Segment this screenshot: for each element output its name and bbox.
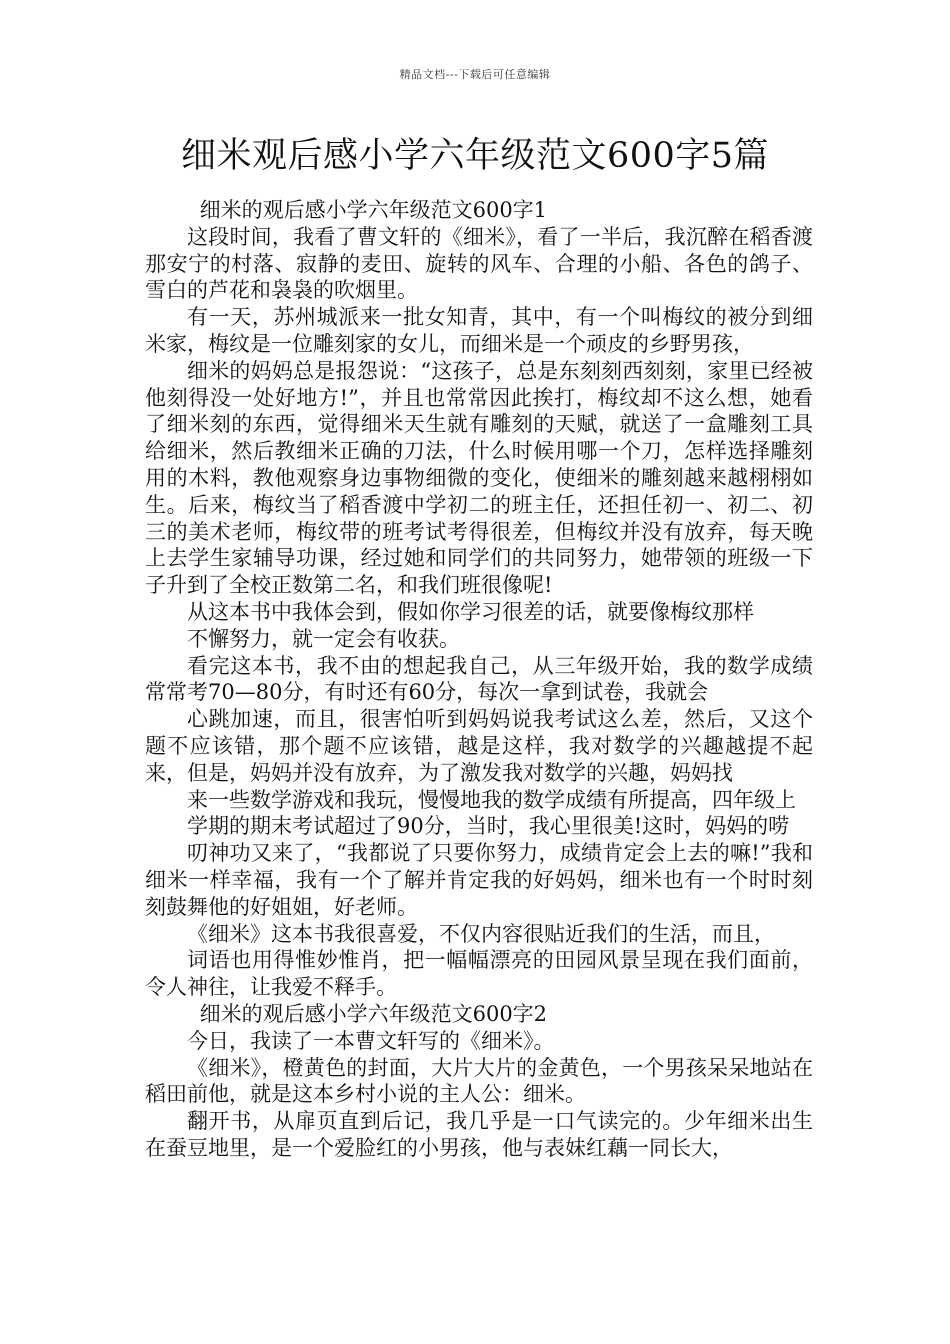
document-body (145, 197, 813, 1162)
paragraph: 《细米》这本书我很喜爱，不仅内容很贴近我们的生活，而且， (187, 921, 775, 946)
paragraph: 心跳加速，而且，很害怕听到妈妈说我考试这么差，然后，又这个题不应该错，那个题不应该错，越是这样，我对数学的兴趣越提不起来，但是，妈妈并没有放弃，为了激发我对数学的兴趣，妈妈找 (145, 707, 813, 785)
document-title: 细米观后感小学六年级范文600字5篇 (180, 136, 770, 176)
section-heading-2: 细米的观后感小学六年级范文600字2 (199, 1001, 548, 1026)
paragraph: 细米的妈妈总是报怨说：“这孩子，总是东刻刻西刻刻，家里已经被他刻得没一处好地方!”，并且也常常因此挨打，梅纹却不这么想，她看了细米刻的东西，觉得细米天生就有雕刻的天赋，就送了一盒雕刻工具给细米，然后教细米正确的刀法，什么时候用哪一个刀，怎样选择雕刻用的木料，教他观察身边事物细微的变化，使细米的雕刻越来越栩栩如生。后来，梅纹当了稻香渡中学初二的班主任，还担任初一、初二、初三的美术老师，梅纹带的班考试考得很差，但梅纹并没有放弃，每天晚上去学生家辅导功课，经过她和同学们的共同努力，她带领的班级一下子升到了全校正数第二名，和我们班很像呢! (145, 358, 813, 598)
paragraph: 这段时间，我看了曹文轩的《细米》，看了一半后，我沉醉在稻香渡那安宁的村落、寂静的麦田、旋转的风车、合理的小船、各色的鸽子、雪白的芦花和袅袅的吹烟里。 (145, 224, 813, 303)
paragraph: 有一天，苏州城派来一批女知青，其中，有一个叫梅纹的被分到细米家，梅纹是一位雕刻家的女儿，而细米是一个顽皮的乡野男孩， (145, 305, 813, 356)
paragraph: 不懈努力，就一定会有收获。 (187, 626, 460, 651)
paragraph: 《细米》，橙黄色的封面，大片大片的金黄色，一个男孩呆呆地站在稻田前他，就是这本乡村小说的主人公：细米。 (145, 1055, 813, 1107)
section-heading-1: 细米的观后感小学六年级范文600字1 (199, 198, 548, 222)
paragraph: 学期的期末考试超过了90分，当时，我心里很美!这时，妈妈的唠 (187, 814, 790, 839)
paragraph: 今日，我读了一本曹文轩写的《细米》。 (187, 1028, 555, 1053)
paragraph: 词语也用得惟妙惟肖，把一幅幅漂亮的田园风景呈现在我们面前，令人神往，让我爱不释手。 (145, 948, 813, 1000)
page-header-note: 精品文档---下载后可任意编辑 (399, 68, 551, 81)
paragraph: 叨神功又来了，“我都说了只要你努力，成绩肯定会上去的嘛!”我和细米一样幸福，我有一个了解并肯定我的好妈妈，细米也有一个时时刻刻鼓舞他的好姐姐，好老师。 (145, 841, 813, 919)
paragraph: 从这本书中我体会到，假如你学习很差的话，就要像梅纹那样 (187, 599, 754, 624)
paragraph: 看完这本书，我不由的想起我自己，从三年级开始，我的数学成绩常常考70—80分，有时还有60分，每次一拿到试卷，我就会 (145, 653, 813, 705)
paragraph: 来一些数学游戏和我玩，慢慢地我的数学成绩有所提高，四年级上 (187, 787, 796, 812)
paragraph: 翻开书，从扉页直到后记，我几乎是一口气读完的。少年细米出生在蚕豆地里，是一个爱脸红的小男孩，他与表妹红藕一同长大， (145, 1109, 813, 1160)
